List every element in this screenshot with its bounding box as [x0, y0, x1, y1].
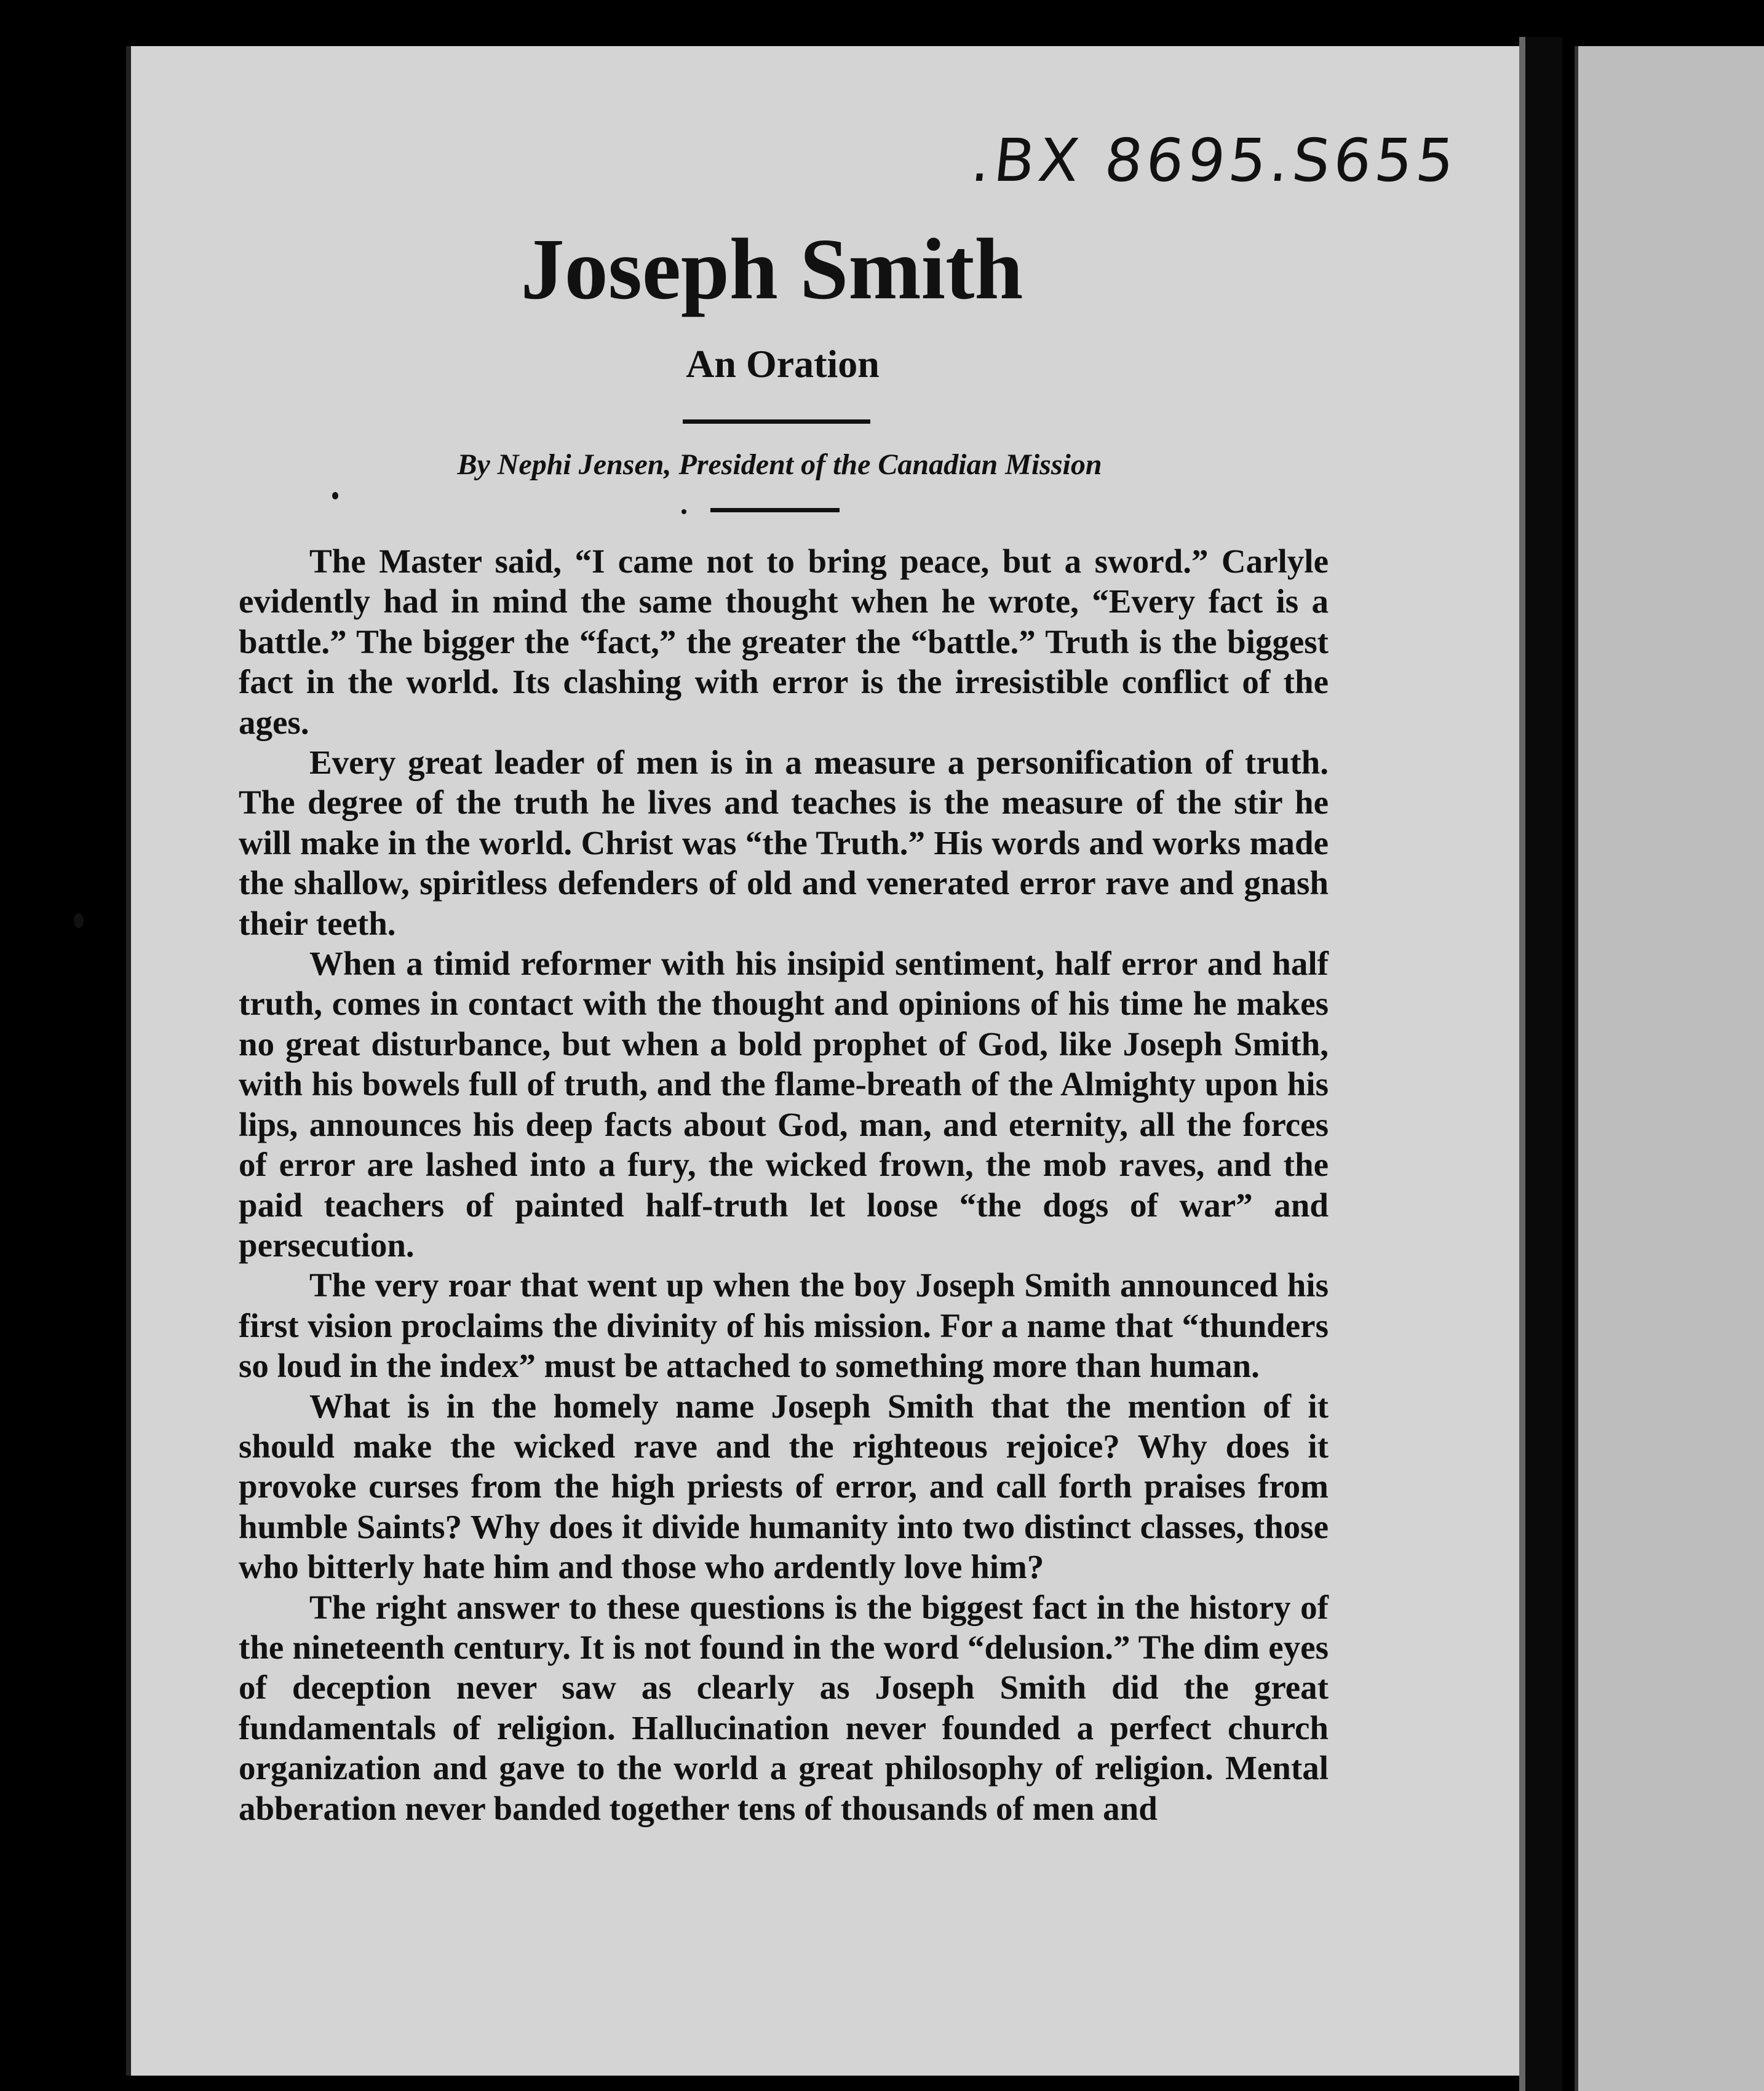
facing-page [1575, 46, 1764, 2091]
scan-speck [681, 509, 686, 514]
scan-speck [332, 492, 338, 499]
paragraph: The right answer to these questions is the biggest fact in the history of the nineteenth century. It is not found in the word “delusion.” The dim eyes of deception never saw as clearly as Joseph Smith did the great fundamentals of religion. Hallucination never founded a perfect church organization and gave to the world a great philosophy of religion. Mental abberation never banded together tens of thousands of men and [239, 1588, 1329, 1827]
paragraph: The Master said, “I came not to bring peace, but a sword.” Carlyle evidently had in mind the same thought when he wrote, “Every fact is a battle.” The bigger the “fact,” the greater the “battle.” Truth is the biggest fact in the world. Its clashing with error is the irresistible conflict of the ages. [239, 542, 1329, 741]
paragraph: What is in the homely name Joseph Smith that the mention of it should make the wicked rave and the righteous rejoice? Why does it provoke curses from the high priests of error, and call forth praises from humble Saints? Why does it divide humanity into two distinct classes, those who bitterly hate him and those who ardently love him? [239, 1387, 1329, 1586]
call-number: .BX 8695.S655 [968, 126, 1461, 195]
page-subtitle: An Oration [686, 342, 880, 386]
divider-rule [683, 419, 870, 424]
oration-body [239, 541, 1329, 1828]
author-byline: By Nephi Jensen, President of the Canadian Mission [457, 448, 1102, 481]
divider-rule [710, 508, 840, 512]
paragraph: The very roar that went up when the boy Joseph Smith announced his first vision proclaims the divinity of his mission. For a name that “thunders so loud in the index” must be attached to something more than human. [239, 1266, 1329, 1385]
paragraph: When a timid reformer with his insipid sentiment, half error and half truth, comes in contact with the thought and opinions of his time he makes no great disturbance, but when a bold prophet of God, like Joseph Smith, with his bowels full of truth, and the flame-breath of the Almighty upon his lips, announces his deep facts about God, man, and eternity, all the forces of error are lashed into a fury, the wicked frown, the mob raves, and the paid teachers of painted half-truth let loose “the dogs of war” and persecution. [239, 945, 1329, 1264]
paragraph: Every great leader of men is in a measure a personification of truth. The degree of the truth he lives and teaches is the measure of the stir he will make in the world. Christ was “the Truth.” His words and works made the shallow, spiritless defenders of old and venerated error rave and gnash their teeth. [239, 744, 1329, 942]
scan-speck [74, 913, 84, 928]
page-title: Joseph Smith [520, 220, 1023, 317]
